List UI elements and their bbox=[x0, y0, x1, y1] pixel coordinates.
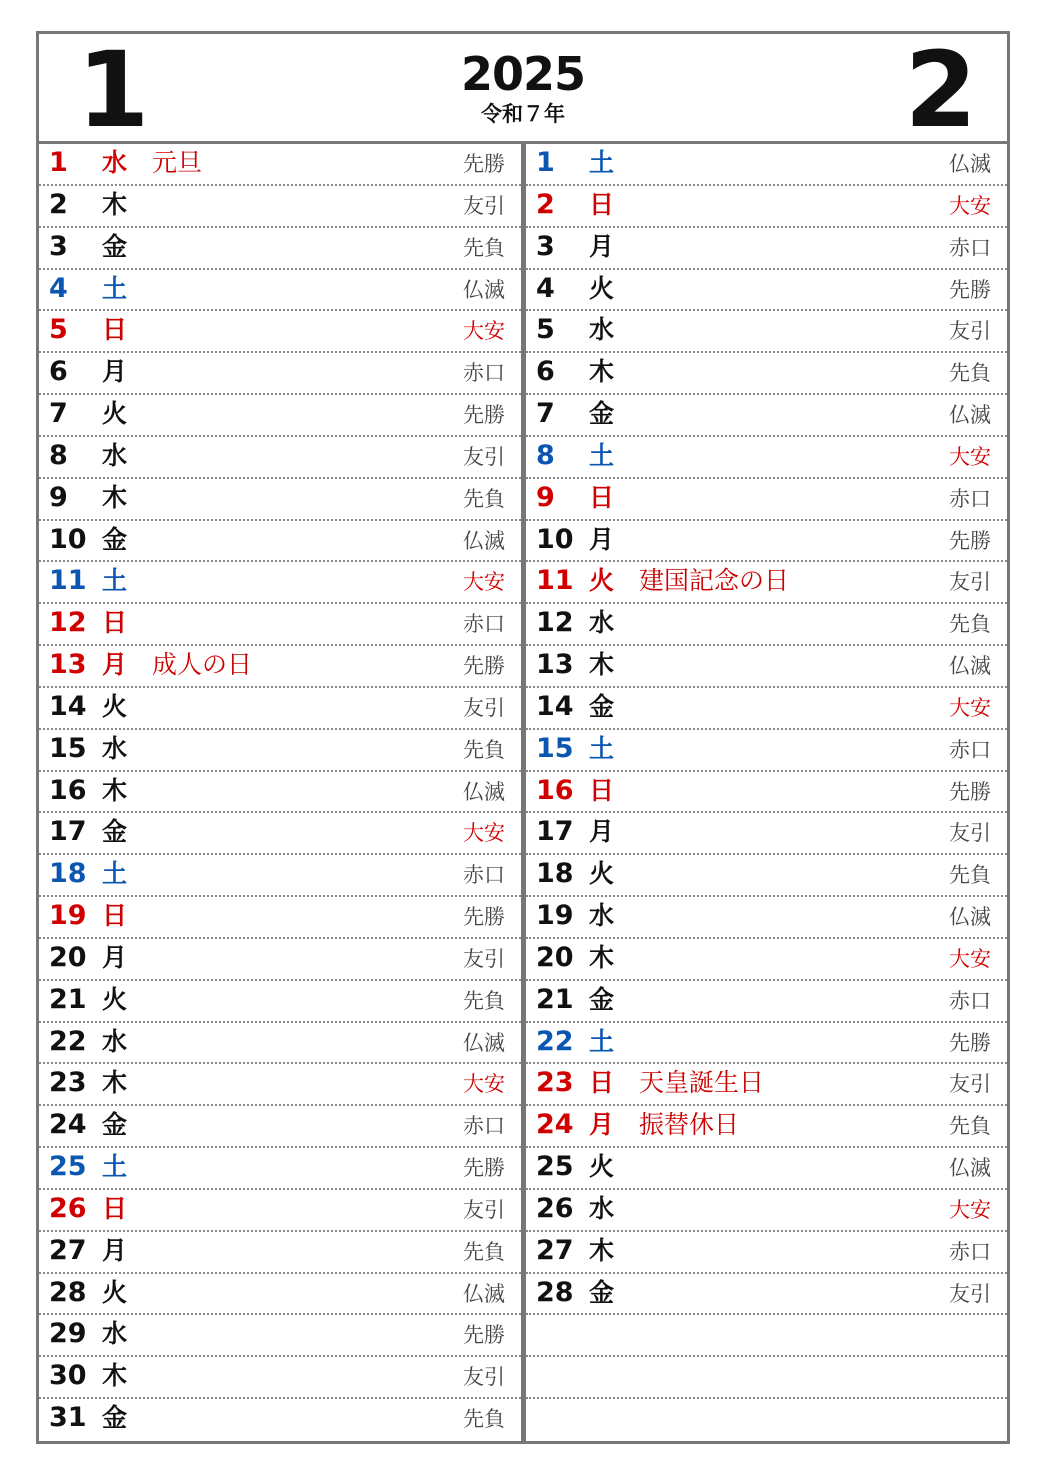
day-number: 2 bbox=[536, 188, 555, 220]
weekday-label: 金 bbox=[589, 1277, 615, 1307]
weekday-label: 火 bbox=[589, 1152, 615, 1182]
january-day-row bbox=[39, 646, 521, 688]
weekday-label: 木 bbox=[589, 1235, 615, 1265]
day-number: 13 bbox=[536, 649, 574, 681]
day-number: 1 bbox=[49, 147, 68, 178]
day-number: 13 bbox=[49, 649, 87, 681]
rokuyo-label: 先負 bbox=[463, 486, 505, 511]
january-day-row bbox=[39, 186, 521, 228]
weekday-label: 火 bbox=[589, 859, 615, 889]
february-day-row bbox=[526, 1274, 1007, 1316]
weekday-label: 水 bbox=[102, 440, 128, 470]
weekday-label: 月 bbox=[102, 650, 128, 680]
weekday-label: 水 bbox=[589, 1193, 615, 1223]
weekday-label: 水 bbox=[589, 901, 615, 931]
weekday-label: 月 bbox=[102, 942, 128, 972]
day-number: 27 bbox=[536, 1234, 574, 1266]
february-day-row bbox=[526, 1315, 1007, 1357]
day-number: 25 bbox=[536, 1151, 574, 1183]
rokuyo-label: 大安 bbox=[463, 1072, 505, 1097]
rokuyo-label: 先負 bbox=[949, 1114, 991, 1139]
weekday-label: 木 bbox=[102, 775, 128, 805]
day-number: 10 bbox=[536, 523, 574, 555]
rokuyo-label: 大安 bbox=[949, 1197, 991, 1222]
weekday-label: 金 bbox=[102, 524, 128, 554]
january-day-row bbox=[39, 981, 521, 1023]
rokuyo-label: 赤口 bbox=[949, 1239, 991, 1264]
rokuyo-label: 赤口 bbox=[949, 235, 991, 260]
day-number: 24 bbox=[536, 1109, 574, 1141]
day-number: 23 bbox=[49, 1067, 87, 1099]
rokuyo-label: 友引 bbox=[949, 1281, 991, 1306]
weekday-label: 木 bbox=[589, 942, 615, 972]
rokuyo-label: 大安 bbox=[463, 821, 505, 846]
day-number: 19 bbox=[536, 900, 574, 932]
february-day-row bbox=[526, 688, 1007, 730]
weekday-label: 金 bbox=[102, 1110, 128, 1140]
rokuyo-label: 赤口 bbox=[949, 988, 991, 1013]
rokuyo-label: 大安 bbox=[463, 319, 505, 344]
february-day-row bbox=[526, 1148, 1007, 1190]
day-number: 5 bbox=[49, 314, 68, 346]
day-number: 8 bbox=[536, 439, 555, 471]
rokuyo-label: 友引 bbox=[463, 1365, 505, 1390]
february-day-row bbox=[526, 270, 1007, 312]
weekday-label: 水 bbox=[102, 1319, 128, 1349]
day-number: 5 bbox=[536, 314, 555, 346]
weekday-label: 日 bbox=[102, 901, 128, 931]
day-number: 21 bbox=[49, 983, 87, 1015]
january-day-row bbox=[39, 1274, 521, 1316]
rokuyo-label: 先負 bbox=[949, 863, 991, 888]
day-number: 28 bbox=[536, 1276, 574, 1308]
weekday-label: 木 bbox=[589, 650, 615, 680]
day-number: 7 bbox=[536, 398, 555, 430]
weekday-label: 金 bbox=[102, 817, 128, 847]
weekday-label: 金 bbox=[102, 1403, 128, 1433]
february-day-row bbox=[526, 1357, 1007, 1399]
day-number: 2 bbox=[49, 188, 68, 220]
rokuyo-label: 先勝 bbox=[949, 277, 991, 302]
february-column bbox=[526, 144, 1007, 1441]
rokuyo-label: 友引 bbox=[949, 570, 991, 595]
rokuyo-label: 先勝 bbox=[463, 1323, 505, 1348]
weekday-label: 木 bbox=[102, 189, 128, 219]
day-number: 21 bbox=[536, 983, 574, 1015]
january-day-row bbox=[39, 604, 521, 646]
day-number: 24 bbox=[49, 1109, 87, 1141]
day-number: 25 bbox=[49, 1151, 87, 1183]
day-number: 18 bbox=[49, 858, 87, 890]
holiday-name: 元旦 bbox=[152, 148, 203, 177]
weekday-label: 火 bbox=[102, 1277, 128, 1307]
january-day-row bbox=[39, 897, 521, 939]
weekday-label: 水 bbox=[102, 1026, 128, 1056]
weekday-label: 土 bbox=[102, 273, 128, 303]
weekday-label: 日 bbox=[102, 608, 128, 638]
february-day-row bbox=[526, 730, 1007, 772]
rokuyo-label: 先勝 bbox=[949, 528, 991, 553]
weekday-label: 水 bbox=[102, 148, 128, 177]
day-number: 18 bbox=[536, 858, 574, 890]
day-number: 9 bbox=[536, 481, 555, 513]
day-number: 1 bbox=[536, 147, 555, 178]
day-number: 9 bbox=[49, 481, 68, 513]
february-day-row bbox=[526, 479, 1007, 521]
day-number: 4 bbox=[49, 272, 68, 304]
day-number: 14 bbox=[536, 690, 574, 722]
weekday-label: 金 bbox=[102, 231, 128, 261]
rokuyo-label: 先負 bbox=[463, 235, 505, 260]
weekday-label: 日 bbox=[589, 189, 615, 219]
rokuyo-label: 友引 bbox=[463, 444, 505, 469]
february-day-row bbox=[526, 604, 1007, 646]
day-number: 4 bbox=[536, 272, 555, 304]
rokuyo-label: 先負 bbox=[949, 612, 991, 637]
day-number: 23 bbox=[536, 1067, 574, 1099]
february-day-row bbox=[526, 1190, 1007, 1232]
day-number: 16 bbox=[536, 774, 574, 806]
january-day-row bbox=[39, 688, 521, 730]
day-number: 22 bbox=[536, 1025, 574, 1057]
january-day-row bbox=[39, 270, 521, 312]
weekday-label: 土 bbox=[589, 733, 615, 763]
rokuyo-label: 先勝 bbox=[463, 152, 505, 176]
weekday-label: 火 bbox=[589, 273, 615, 303]
rokuyo-label: 仏滅 bbox=[949, 152, 991, 176]
weekday-label: 水 bbox=[589, 608, 615, 638]
rokuyo-label: 先勝 bbox=[949, 779, 991, 804]
rokuyo-label: 赤口 bbox=[463, 361, 505, 386]
january-day-row bbox=[39, 1315, 521, 1357]
february-day-row bbox=[526, 1399, 1007, 1441]
february-day-row bbox=[526, 437, 1007, 479]
rokuyo-label: 友引 bbox=[463, 695, 505, 720]
weekday-label: 火 bbox=[102, 984, 128, 1014]
rokuyo-label: 友引 bbox=[949, 821, 991, 846]
day-number: 7 bbox=[49, 398, 68, 430]
day-number: 16 bbox=[49, 774, 87, 806]
january-day-row bbox=[39, 144, 521, 186]
weekday-label: 金 bbox=[589, 691, 615, 721]
day-number: 8 bbox=[49, 439, 68, 471]
rokuyo-label: 大安 bbox=[949, 946, 991, 971]
day-number: 20 bbox=[536, 941, 574, 973]
weekday-label: 木 bbox=[102, 1361, 128, 1391]
weekday-label: 土 bbox=[589, 1026, 615, 1056]
weekday-label: 木 bbox=[102, 482, 128, 512]
weekday-label: 水 bbox=[102, 733, 128, 763]
rokuyo-label: 友引 bbox=[463, 1197, 505, 1222]
calendar-header bbox=[39, 29, 1007, 151]
weekday-label: 日 bbox=[589, 775, 615, 805]
rokuyo-label: 仏滅 bbox=[949, 1156, 991, 1181]
day-number: 26 bbox=[49, 1192, 87, 1224]
january-day-row bbox=[39, 939, 521, 981]
january-column bbox=[39, 144, 521, 1441]
rokuyo-label: 仏滅 bbox=[463, 1030, 505, 1055]
day-number: 15 bbox=[49, 732, 87, 764]
day-number: 26 bbox=[536, 1192, 574, 1224]
rokuyo-label: 先負 bbox=[463, 1407, 505, 1432]
day-number: 11 bbox=[49, 565, 87, 597]
weekday-label: 月 bbox=[589, 231, 615, 261]
day-number: 6 bbox=[536, 356, 555, 388]
day-number: 22 bbox=[49, 1025, 87, 1057]
rokuyo-label: 赤口 bbox=[463, 1114, 505, 1139]
february-day-row bbox=[526, 521, 1007, 563]
day-number: 3 bbox=[49, 230, 68, 262]
calendar-body bbox=[39, 144, 1007, 1441]
february-day-row bbox=[526, 395, 1007, 437]
weekday-label: 日 bbox=[102, 1193, 128, 1223]
rokuyo-label: 先勝 bbox=[463, 403, 505, 428]
january-day-row bbox=[39, 228, 521, 270]
february-day-row bbox=[526, 1064, 1007, 1106]
day-number: 14 bbox=[49, 690, 87, 722]
february-day-row bbox=[526, 144, 1007, 186]
rokuyo-label: 先勝 bbox=[949, 1030, 991, 1055]
day-number: 12 bbox=[536, 607, 574, 639]
weekday-label: 月 bbox=[102, 357, 128, 387]
day-number: 30 bbox=[49, 1360, 87, 1392]
holiday-name: 振替休日 bbox=[639, 1110, 740, 1140]
january-day-row bbox=[39, 353, 521, 395]
rokuyo-label: 仏滅 bbox=[463, 779, 505, 804]
january-day-row bbox=[39, 1357, 521, 1399]
rokuyo-label: 仏滅 bbox=[949, 654, 991, 679]
day-number: 20 bbox=[49, 941, 87, 973]
rokuyo-label: 赤口 bbox=[463, 612, 505, 637]
rokuyo-label: 先負 bbox=[463, 988, 505, 1013]
day-number: 12 bbox=[49, 607, 87, 639]
weekday-label: 火 bbox=[589, 566, 615, 596]
day-number: 10 bbox=[49, 523, 87, 555]
day-number: 28 bbox=[49, 1276, 87, 1308]
weekday-label: 月 bbox=[102, 1235, 128, 1265]
january-day-row bbox=[39, 1148, 521, 1190]
january-day-row bbox=[39, 311, 521, 353]
rokuyo-label: 赤口 bbox=[463, 863, 505, 888]
weekday-label: 土 bbox=[102, 1152, 128, 1182]
rokuyo-label: 友引 bbox=[949, 319, 991, 344]
january-day-row bbox=[39, 1064, 521, 1106]
rokuyo-label: 仏滅 bbox=[949, 403, 991, 428]
rokuyo-label: 友引 bbox=[463, 193, 505, 218]
holiday-name: 成人の日 bbox=[152, 650, 253, 680]
rokuyo-label: 大安 bbox=[949, 695, 991, 720]
rokuyo-label: 友引 bbox=[463, 946, 505, 971]
calendar-page bbox=[36, 31, 1010, 1444]
day-number: 19 bbox=[49, 900, 87, 932]
february-day-row bbox=[526, 228, 1007, 270]
holiday-name: 建国記念の日 bbox=[639, 566, 790, 596]
rokuyo-label: 先負 bbox=[463, 737, 505, 762]
rokuyo-label: 友引 bbox=[949, 1072, 991, 1097]
january-day-row bbox=[39, 1023, 521, 1065]
rokuyo-label: 先勝 bbox=[463, 1156, 505, 1181]
february-day-row bbox=[526, 1023, 1007, 1065]
rokuyo-label: 仏滅 bbox=[949, 905, 991, 930]
rokuyo-label: 仏滅 bbox=[463, 1281, 505, 1306]
weekday-label: 日 bbox=[589, 1068, 615, 1098]
day-number: 29 bbox=[49, 1318, 87, 1350]
era-label: 令和７年 bbox=[481, 102, 565, 126]
rokuyo-label: 先勝 bbox=[463, 905, 505, 930]
weekday-label: 金 bbox=[589, 399, 615, 429]
weekday-label: 木 bbox=[102, 1068, 128, 1098]
february-day-row bbox=[526, 1106, 1007, 1148]
january-day-row bbox=[39, 1232, 521, 1274]
january-day-row bbox=[39, 855, 521, 897]
february-day-row bbox=[526, 562, 1007, 604]
year-label: 2025 bbox=[460, 47, 586, 101]
january-day-row bbox=[39, 521, 521, 563]
february-day-row bbox=[526, 772, 1007, 814]
day-number: 11 bbox=[536, 565, 574, 597]
day-number: 17 bbox=[536, 816, 574, 848]
january-day-row bbox=[39, 813, 521, 855]
february-day-row bbox=[526, 855, 1007, 897]
day-number: 31 bbox=[49, 1402, 87, 1434]
january-day-row bbox=[39, 1190, 521, 1232]
day-number: 3 bbox=[536, 230, 555, 262]
february-day-row bbox=[526, 813, 1007, 855]
weekday-label: 月 bbox=[589, 817, 615, 847]
weekday-label: 月 bbox=[589, 524, 615, 554]
month-number-left: 1 bbox=[77, 29, 150, 151]
january-day-row bbox=[39, 1399, 521, 1441]
day-number: 6 bbox=[49, 356, 68, 388]
rokuyo-label: 仏滅 bbox=[463, 528, 505, 553]
day-number: 17 bbox=[49, 816, 87, 848]
weekday-label: 水 bbox=[589, 315, 615, 345]
rokuyo-label: 先勝 bbox=[463, 654, 505, 679]
weekday-label: 月 bbox=[589, 1110, 615, 1140]
rokuyo-label: 大安 bbox=[949, 193, 991, 218]
rokuyo-label: 仏滅 bbox=[463, 277, 505, 302]
january-day-row bbox=[39, 772, 521, 814]
rokuyo-label: 大安 bbox=[949, 444, 991, 469]
weekday-label: 土 bbox=[102, 566, 128, 596]
january-day-row bbox=[39, 479, 521, 521]
weekday-label: 日 bbox=[102, 315, 128, 345]
february-day-row bbox=[526, 939, 1007, 981]
rokuyo-label: 先負 bbox=[463, 1239, 505, 1264]
weekday-label: 土 bbox=[589, 148, 615, 177]
january-day-row bbox=[39, 437, 521, 479]
day-number: 15 bbox=[536, 732, 574, 764]
holiday-name: 天皇誕生日 bbox=[639, 1068, 765, 1098]
day-number: 27 bbox=[49, 1234, 87, 1266]
january-day-row bbox=[39, 562, 521, 604]
weekday-label: 土 bbox=[102, 859, 128, 889]
weekday-label: 日 bbox=[589, 482, 615, 512]
weekday-label: 木 bbox=[589, 357, 615, 387]
february-day-row bbox=[526, 1232, 1007, 1274]
month-number-right: 2 bbox=[904, 29, 977, 151]
rokuyo-label: 先負 bbox=[949, 361, 991, 386]
weekday-label: 火 bbox=[102, 691, 128, 721]
february-day-row bbox=[526, 897, 1007, 939]
february-day-row bbox=[526, 186, 1007, 228]
february-day-row bbox=[526, 646, 1007, 688]
rokuyo-label: 赤口 bbox=[949, 737, 991, 762]
weekday-label: 土 bbox=[589, 440, 615, 470]
rokuyo-label: 赤口 bbox=[949, 486, 991, 511]
january-day-row bbox=[39, 1106, 521, 1148]
february-day-row bbox=[526, 311, 1007, 353]
weekday-label: 金 bbox=[589, 984, 615, 1014]
weekday-label: 火 bbox=[102, 399, 128, 429]
january-day-row bbox=[39, 730, 521, 772]
february-day-row bbox=[526, 353, 1007, 395]
rokuyo-label: 大安 bbox=[463, 570, 505, 595]
january-day-row bbox=[39, 395, 521, 437]
february-day-row bbox=[526, 981, 1007, 1023]
